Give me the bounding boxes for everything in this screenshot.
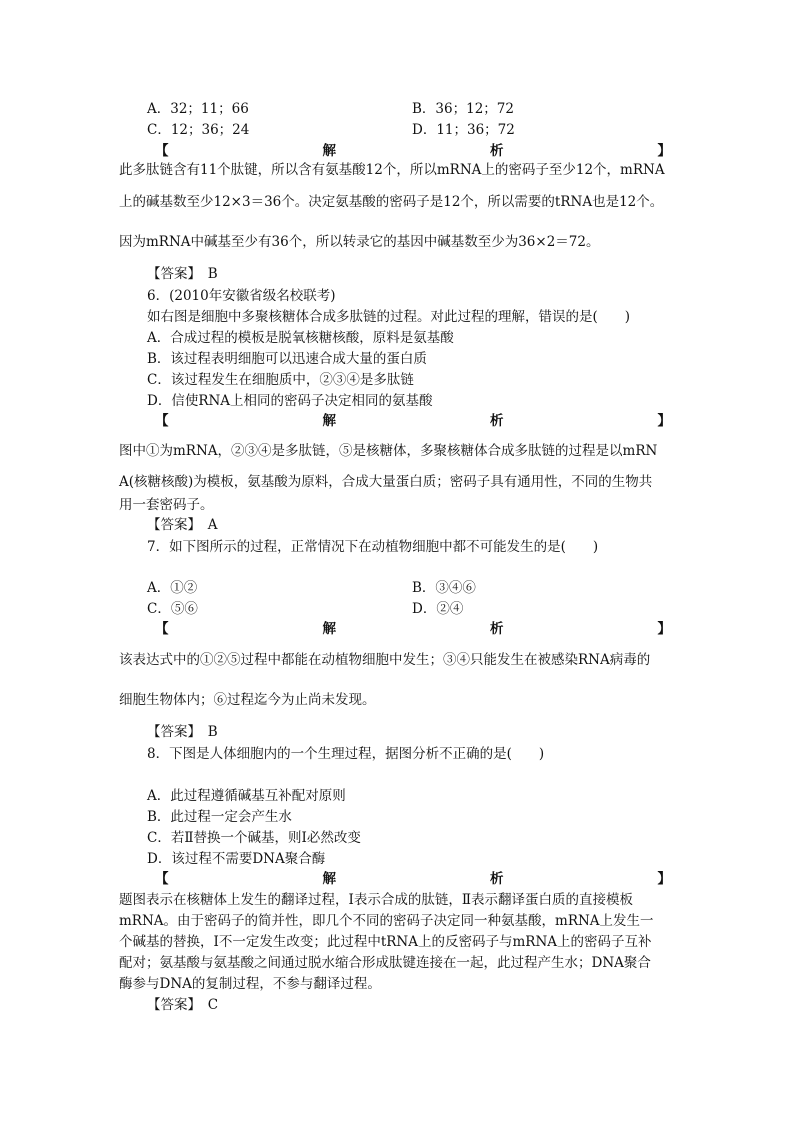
q6-option-b: B．该过程表明细胞可以迅速合成大量的蛋白质 (147, 351, 427, 367)
q6-analysis-line: 用一套密码子。 (119, 497, 214, 513)
q8-analysis-line: 题图表示在核糖体上发生的翻译过程，Ⅰ表示合成的肽链，Ⅱ表示翻译蛋白质的直接模板 (119, 892, 634, 908)
bracket-close: 】 (657, 143, 671, 159)
bracket-open: 【 (155, 413, 169, 429)
q5-option-c: C．12；36；24 (147, 122, 250, 138)
analysis-char-2: 析 (490, 413, 504, 429)
q7-answer: 【答案】 B (147, 724, 218, 740)
analysis-char-1: 解 (322, 413, 336, 429)
bracket-close: 】 (657, 413, 671, 429)
q8-analysis-line: mRNA。由于密码子的简并性，即几个不同的密码子决定同一种氨基酸，mRNA上发生一 (119, 913, 654, 929)
q7-analysis-header (155, 620, 671, 638)
analysis-char-2: 析 (490, 621, 504, 637)
bracket-close: 】 (657, 621, 671, 637)
q5-analysis-line: 上的碱基数至少12×3＝36个。决定氨基酸的密码子是12个，所以需要的tRNA也是12个。 (119, 194, 664, 210)
q8-option-b: B．此过程一定会产生水 (147, 809, 292, 825)
q8-option-a: A．此过程遵循碱基互补配对原则 (147, 788, 346, 804)
q5-answer: 【答案】 B (147, 266, 218, 282)
q6-analysis-header (155, 412, 671, 430)
analysis-char-2: 析 (490, 143, 504, 159)
q8-analysis-line: 个碱基的替换，Ⅰ不一定发生改变；此过程中tRNA上的反密码子与mRNA上的密码子互补 (119, 934, 652, 950)
q6-analysis-line: A(核糖核酸)为模板，氨基酸为原料，合成大量蛋白质；密码子具有通用性，不同的生物共 (119, 474, 653, 490)
q7-option-a: A．①② (147, 580, 198, 596)
analysis-char-1: 解 (322, 621, 336, 637)
bracket-open: 【 (155, 143, 169, 159)
q6-stem: 如右图是细胞中多聚核糖体合成多肽链的过程。对此过程的理解，错误的是( ) (147, 309, 631, 325)
q5-analysis-header (155, 142, 671, 160)
bracket-open: 【 (155, 621, 169, 637)
q6-option-d: D．信使RNA上相同的密码子决定相同的氨基酸 (147, 393, 433, 409)
q5-option-a: A．32；11；66 (147, 101, 249, 117)
analysis-char-1: 解 (322, 143, 336, 159)
q7-stem: 7．如下图所示的过程，正常情况下在动植物细胞中都不可能发生的是( ) (147, 539, 599, 555)
q6-option-a: A．合成过程的模板是脱氧核糖核酸，原料是氨基酸 (147, 330, 454, 346)
q7-analysis-line: 该表达式中的①②⑤过程中都能在动植物细胞中发生；③④只能发生在被感染RNA病毒的 (119, 652, 651, 668)
analysis-char-1: 解 (322, 871, 336, 887)
q5-analysis-line: 此多肽链含有11个肽键，所以含有氨基酸12个，所以mRNA上的密码子至少12个，mRNA (119, 162, 665, 178)
q8-option-d: D．该过程不需要DNA聚合酶 (147, 851, 326, 867)
q5-analysis-line: 因为mRNA中碱基至少有36个，所以转录它的基因中碱基数至少为36×2＝72。 (119, 234, 600, 250)
q8-option-c: C．若Ⅱ替换一个碱基，则Ⅰ必然改变 (147, 830, 361, 846)
q6-answer: 【答案】 A (147, 517, 218, 533)
q8-analysis-line: 酶参与DNA的复制过程，不参与翻译过程。 (119, 976, 381, 992)
analysis-char-2: 析 (490, 871, 504, 887)
q7-option-c: C．⑤⑥ (147, 601, 198, 617)
bracket-open: 【 (155, 871, 169, 887)
q6-number: 6．(2010年安徽省级名校联考) (147, 288, 336, 304)
q7-analysis-line: 细胞生物体内；⑥过程迄今为止尚未发现。 (119, 692, 376, 708)
q8-answer: 【答案】 C (147, 997, 219, 1013)
q6-option-c: C．该过程发生在细胞质中，②③④是多肽链 (147, 372, 414, 388)
q7-option-b: B．③④⑥ (412, 580, 476, 596)
q8-analysis-header (155, 870, 671, 888)
q7-option-d: D．②④ (412, 601, 464, 617)
q6-analysis-line: 图中①为mRNA，②③④是多肽链，⑤是核糖体，多聚核糖体合成多肽链的过程是以mRN (119, 443, 658, 459)
q8-analysis-line: 配对；氨基酸与氨基酸之间通过脱水缩合形成肽键连接在一起，此过程产生水；DNA聚合 (119, 955, 651, 971)
q5-option-b: B．36；12；72 (412, 101, 514, 117)
q8-stem: 8．下图是人体细胞内的一个生理过程，据图分析不正确的是( ) (147, 746, 545, 762)
bracket-close: 】 (657, 871, 671, 887)
q5-option-d: D．11；36；72 (412, 122, 515, 138)
